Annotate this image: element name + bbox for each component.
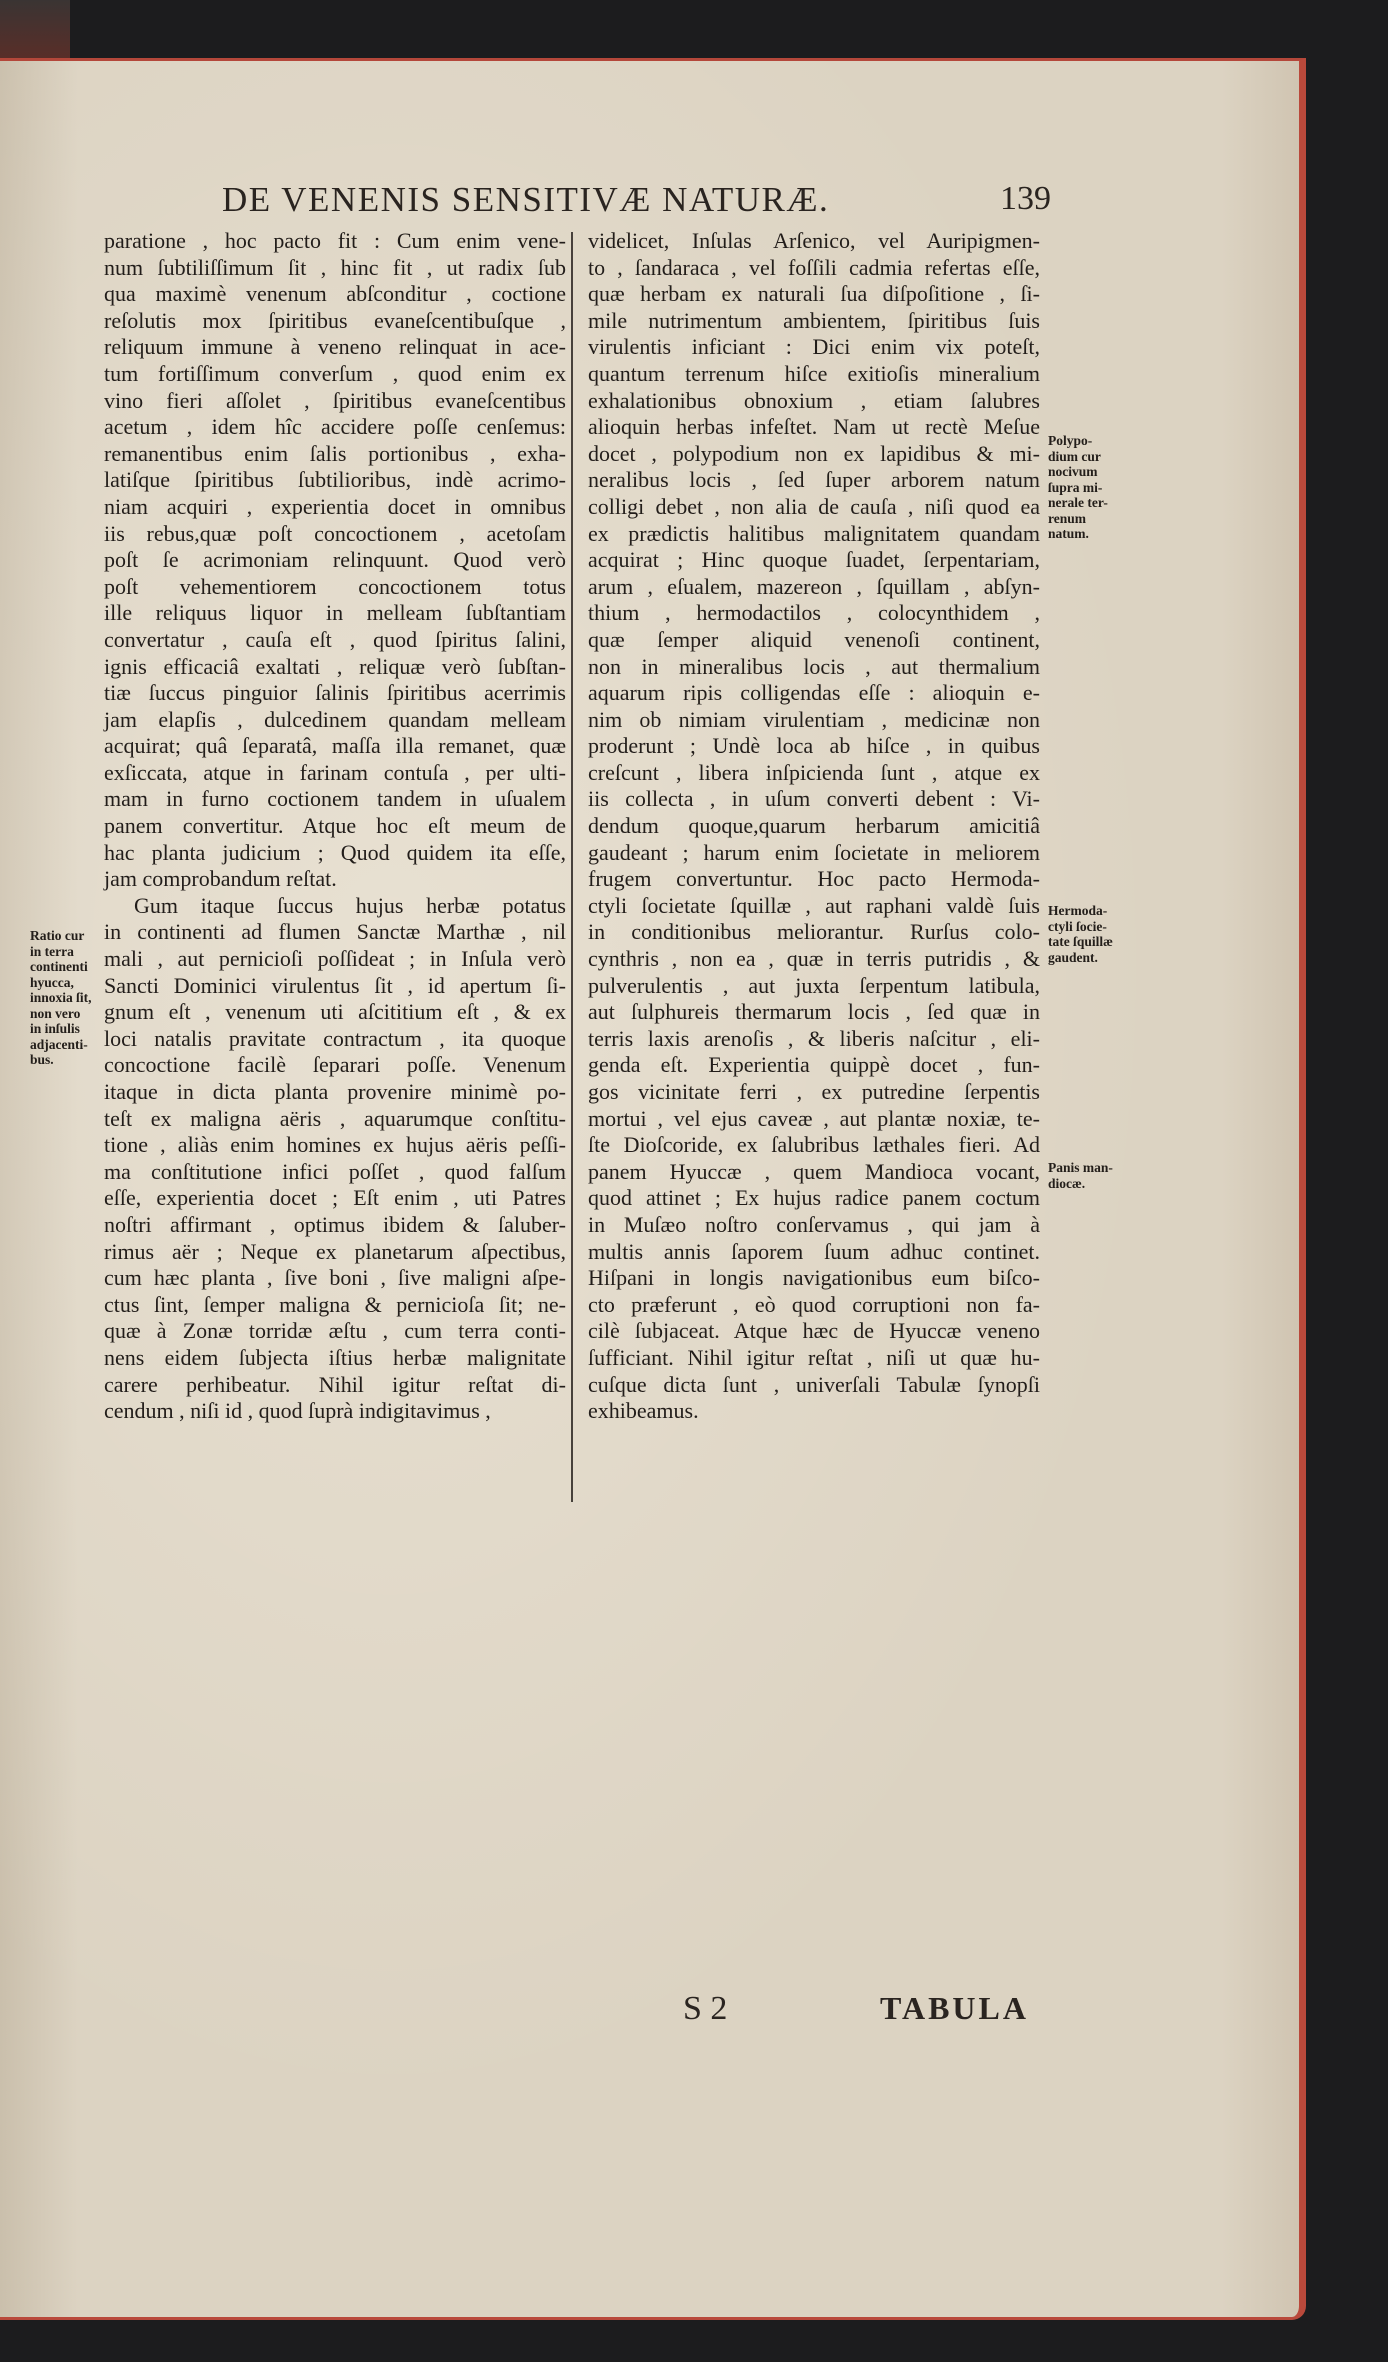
text-line: mali , aut pernicioſi poſſideat ; in Inſula verò — [104, 946, 566, 972]
book-binding — [0, 0, 70, 60]
text-line: arum , eſualem, mazereon , ſquillam , abſyn- — [588, 573, 1040, 599]
text-line: terris laxis arenoſis , & liberis naſcitur , eli- — [588, 1025, 1040, 1051]
text-line: poſt ſe acrimoniam relinquunt. Quod verò — [104, 547, 566, 573]
text-line: noſtri affirmant , optimus ibidem & ſaluber- — [104, 1211, 566, 1237]
text-line: aut ſulphureis thermarum locis , ſed quæ in — [588, 999, 1040, 1025]
margin-note-line: non vero — [30, 1005, 81, 1021]
text-line: exhibeamus. — [588, 1398, 699, 1424]
text-line: jam elapſis , dulcedinem quandam melleam — [104, 706, 566, 732]
text-line: latiſque ſpiritibus ſubtilioribus, indè acrimo- — [104, 467, 566, 493]
text-line: reſolutis mox ſpiritibus evaneſcentibuſque , — [104, 307, 566, 333]
text-line: teſt ex maligna aëris , aquarumque conſtitu- — [104, 1105, 566, 1131]
text-line: quod attinet ; Ex hujus radice panem coctum — [588, 1185, 1040, 1211]
margin-note-line: ctyli ſocie- — [1048, 918, 1107, 934]
catchword: TABULA — [880, 1990, 1029, 2026]
text-line: loci natalis pravitate contractum , ita quoque — [104, 1025, 566, 1051]
text-line: quæ herbam ex naturali ſua diſpoſitione , ſi- — [588, 281, 1040, 307]
text-line: ma conſtitutione infici poſſet , quod falſum — [104, 1158, 566, 1184]
text-line: ctyli ſocietate ſquillæ , aut raphani valdè ſuis — [588, 892, 1040, 918]
text-line: vino fieri aſſolet , ſpiritibus evaneſcentibus — [104, 387, 566, 413]
margin-note-panis-mandiocae — [1048, 1160, 1113, 1191]
margin-note-line: in terra — [30, 943, 74, 959]
text-line: nens eidem ſubjecta iſtius herbæ malignitate — [104, 1344, 566, 1370]
margin-note-line: Polypo- — [1048, 433, 1093, 448]
text-line: gos vicinitate ferri , ex putredine ſerpentis — [588, 1079, 1040, 1104]
text-line: pulverulentis , aut juxta ſerpentum latibula, — [588, 972, 1040, 998]
text-line: in conditionibus meliorantur. Rurſus colo- — [588, 919, 1040, 945]
text-line: panem Hyuccæ , quem Mandioca vocant, — [588, 1158, 1040, 1184]
margin-note-line: renum — [1048, 510, 1087, 526]
text-line: non in mineralibus locis , aut thermalium — [588, 653, 1040, 679]
margin-note-line: tate ſquillæ — [1048, 934, 1113, 949]
margin-note-line: Panis man- — [1048, 1160, 1113, 1175]
text-line: hac planta judicium ; Quod quidem ita eſſe, — [104, 839, 566, 865]
text-line: tione , aliàs enim homines ex hujus aëris peſſi- — [104, 1132, 566, 1158]
text-line: in continenti ad flumen Sanctæ Marthæ , nil — [104, 919, 566, 945]
margin-note-line: nocivum — [1048, 464, 1098, 479]
text-line: videlicet, Inſulas Arſenico, vel Auripigmen- — [588, 228, 1040, 253]
margin-note-line: diocæ. — [1048, 1175, 1086, 1191]
text-line: jam comprobandum reſtat. — [104, 866, 337, 892]
margin-note-line: continenti — [30, 959, 88, 974]
text-line: genda eſt. Experientia quippè docet , fun- — [588, 1052, 1040, 1078]
text-line: dendum quoque,quarum herbarum amicitiâ — [588, 813, 1040, 839]
text-line: iis rebus,quæ poſt concoctionem , acetoſam — [104, 520, 566, 546]
text-line: Hiſpani in longis navigationibus eum biſco- — [588, 1265, 1040, 1291]
text-line: ille reliquus liquor in melleam ſubſtantiam — [104, 600, 566, 626]
margin-note-line: Hermoda- — [1048, 903, 1108, 918]
text-line: quæ à Zonæ torridæ æſtu , cum terra conti- — [104, 1318, 566, 1344]
margin-note-line: in inſulis — [30, 1021, 80, 1036]
text-line: niam acquiri , experientia docet in omnibus — [104, 493, 566, 519]
text-line: gaudeant ; harum enim ſocietate in meliorem — [588, 839, 1040, 865]
text-line: iis collecta , in uſum converti debent : Vi- — [588, 786, 1040, 812]
margin-note-line: ſupra mi- — [1048, 479, 1103, 495]
text-line: itaque in dicta planta provenire minimè po- — [104, 1079, 566, 1104]
text-line: exhalationibus obnoxium , etiam ſalubres — [588, 387, 1040, 413]
text-line: aquarum ripis colligendas eſſe : alioquin e- — [588, 680, 1040, 706]
text-line: quantum terrenum hiſce exitioſis mineralium — [588, 360, 1040, 386]
text-line: creſcunt , libera inſpicienda ſunt , atque ex — [588, 759, 1040, 785]
margin-note-line: bus. — [30, 1052, 54, 1067]
text-line: tiæ ſuccus pinguior ſalinis ſpiritibus acerrimis — [104, 680, 566, 706]
right-column — [588, 228, 1040, 1425]
page-number: 139 — [1000, 180, 1051, 217]
text-line: remanentibus enim ſalis portionibus , exha- — [104, 440, 566, 466]
text-line: ſufficiant. Nihil igitur reſtat , niſi ut quæ hu- — [588, 1344, 1040, 1370]
text-line: ctus ſint, ſemper maligna & pernicioſa ſit; ne- — [104, 1291, 566, 1317]
text-line: panem convertitur. Atque hoc eſt meum de — [104, 813, 566, 839]
text-line: Sancti Dominici virulentus ſit , id apertum ſi- — [104, 972, 566, 998]
margin-note-line: nerale ter- — [1048, 495, 1108, 510]
text-line: Gum itaque ſuccus hujus herbæ potatus — [134, 892, 566, 918]
text-line: thium , hermodactilos , colocynthidem , — [588, 600, 1040, 626]
margin-note-line: dium cur — [1048, 448, 1101, 464]
text-line: proderunt ; Undè loca ab hiſce , in quibus — [588, 733, 1040, 759]
text-line: concoctione facilè ſeparari poſſe. Venenum — [104, 1052, 566, 1078]
text-line: tum fortiſſimum converſum , quod enim ex — [104, 360, 566, 386]
text-line: colligi debet , non alia de cauſa , niſi quod ea — [588, 493, 1040, 519]
text-line: reliquum immune à veneno relinquat in ace- — [104, 334, 566, 360]
text-line: ignis efficaciâ exaltati , reliquæ verò ſubſtan- — [104, 653, 566, 679]
text-line: exſiccata, atque in farinam contuſa , per ulti- — [104, 759, 566, 785]
left-column — [104, 228, 566, 1425]
text-line: cendum , niſi id , quod ſuprà indigitavimus , — [104, 1398, 491, 1424]
text-line: paratione , hoc pacto fit : Cum enim vene- — [104, 228, 566, 253]
margin-note-polypodium — [1048, 433, 1108, 542]
text-line: acquirat; quâ ſeparatâ, maſſa illa remanet, quæ — [104, 733, 566, 759]
text-line: acetum , idem hîc accidere poſſe cenſemus: — [104, 414, 566, 440]
margin-note-line: Ratio cur — [30, 928, 85, 943]
text-line: neralibus locis , ſed ſuper arborem natum — [588, 467, 1040, 493]
margin-note-hermodactyli — [1048, 903, 1113, 965]
text-line: cilè ſubjaceat. Atque hæc de Hyuccæ veneno — [588, 1318, 1040, 1344]
text-line: qua maximè venenum abſconditur , coctione — [104, 281, 566, 307]
margin-note-line: adjacenti- — [30, 1036, 88, 1052]
text-line: num ſubtiliſſimum ſit , hinc fit , ut radix ſub — [104, 254, 566, 280]
text-line: ex prædictis halitibus malignitatem quandam — [588, 520, 1040, 546]
text-line: mile nutrimentum ambientem, ſpiritibus ſuis — [588, 307, 1040, 333]
text-line: cto præferunt , eò quod corruptioni non fa- — [588, 1291, 1040, 1317]
text-line: virulentis inficiant : Dici enim vix poteſt, — [588, 334, 1040, 360]
text-line: to , ſandaraca , vel foſſili cadmia refertas eſſe, — [588, 254, 1040, 280]
margin-note-line: hyucca, — [30, 974, 74, 990]
text-line: poſt vehementiorem concoctionem totus — [104, 573, 566, 599]
margin-note-ratio-cur — [30, 928, 92, 1068]
text-line: ſte Dioſcoride, ex ſalubribus læthales fieri. Ad — [588, 1132, 1040, 1158]
text-line: mortui , vel ejus caveæ , aut plantæ noxiæ, te- — [588, 1105, 1040, 1131]
text-line: cynthris , non ea , quæ in terris putridis , & — [588, 946, 1040, 972]
text-line: nim ob nimiam virulentiam , medicinæ non — [588, 706, 1040, 732]
column-rule — [571, 232, 573, 1502]
text-line: mam in furno coctionem tandem in uſualem — [104, 786, 566, 812]
text-line: in Muſæo noſtro conſervamus , qui jam à — [588, 1211, 1040, 1237]
margin-note-line: innoxia ſit, — [30, 990, 92, 1005]
signature-mark: S 2 — [683, 1990, 728, 2027]
text-line: convertatur , cauſa eſt , quod ſpiritus ſalini, — [104, 626, 566, 652]
text-line: quæ ſemper aliquid venenoſi continent, — [588, 626, 1040, 652]
running-head: DE VENENIS SENSITIVÆ NATURÆ. — [222, 180, 830, 219]
text-line: frugem convertuntur. Hoc pacto Hermoda- — [588, 866, 1040, 892]
text-line: multis annis ſaporem ſuum adhuc continet. — [588, 1238, 1040, 1264]
text-line: docet , polypodium non ex lapidibus & mi- — [588, 440, 1040, 466]
margin-note-line: natum. — [1048, 526, 1089, 541]
text-line: eſſe, experientia docet ; Eſt enim , uti Patres — [104, 1185, 566, 1211]
text-line: carere perhibeatur. Nihil igitur reſtat di- — [104, 1371, 566, 1397]
text-line: alioquin herbas infeſtet. Nam ut rectè Meſue — [588, 414, 1040, 440]
text-line: acquirat ; Hinc quoque ſuadet, ſerpentariam, — [588, 547, 1040, 573]
margin-note-line: gaudent. — [1048, 949, 1098, 965]
text-line: gnum eſt , venenum uti aſcititium eſt , & ex — [104, 999, 566, 1025]
text-line: rimus aër ; Neque ex planetarum aſpectibus, — [104, 1238, 566, 1264]
text-line: cuſque dicta ſunt , univerſali Tabulæ ſynopſi — [588, 1371, 1040, 1397]
text-line: cum hæc planta , ſive boni , ſive maligni aſpe- — [104, 1265, 566, 1291]
